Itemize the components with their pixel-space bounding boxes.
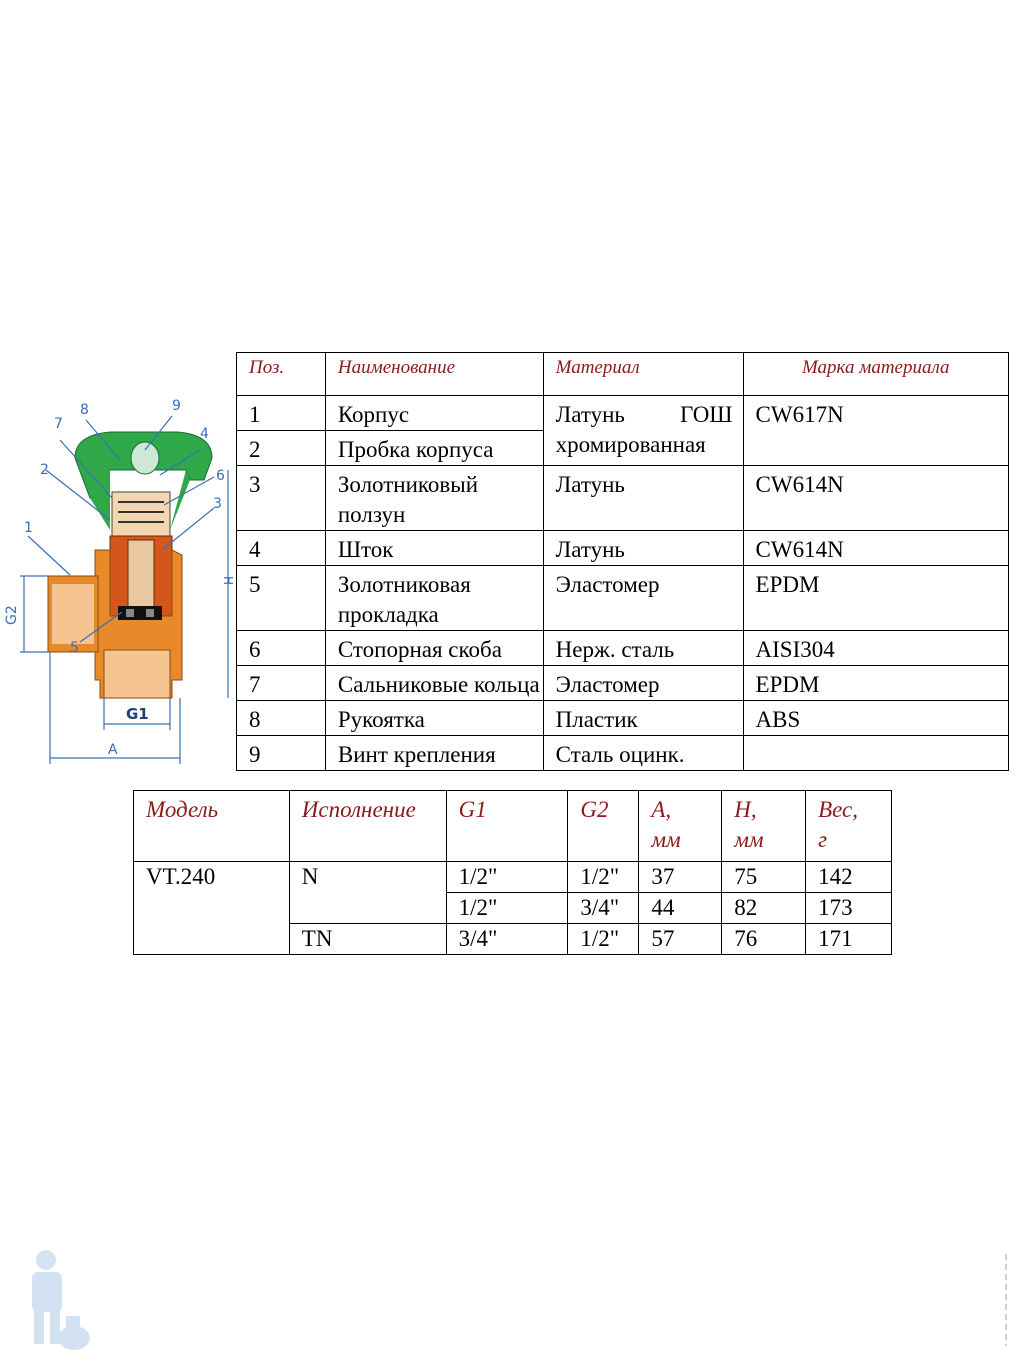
bottom-outlet <box>104 650 170 698</box>
callout-3: 3 <box>213 496 222 512</box>
callout-4: 4 <box>200 426 209 442</box>
cell-pos: 4 <box>237 531 326 566</box>
header-grade: Марка материала <box>743 353 1008 396</box>
header-pos: Поз. <box>237 353 326 396</box>
table-row <box>237 566 1009 631</box>
cell-pos: 8 <box>237 701 326 736</box>
cell-grade: CW614N <box>743 466 1008 531</box>
callout-8: 8 <box>80 402 89 418</box>
site-watermark <box>995 1250 1017 1350</box>
cell-g2: 3/4" <box>568 893 639 924</box>
callout-9: 9 <box>172 398 181 414</box>
cell-weight: 142 <box>806 862 892 893</box>
header-material: Материал <box>543 353 743 396</box>
cell-h: 75 <box>722 862 806 893</box>
material-brass: Латунь <box>555 402 625 427</box>
cell-variant: TN <box>289 924 446 955</box>
header-name: Наименование <box>325 353 543 396</box>
cell-material: Латунь <box>543 531 743 566</box>
callout-5: 5 <box>70 640 79 656</box>
cell-pos: 5 <box>237 566 326 631</box>
table-row <box>237 666 1009 701</box>
header-h: H, мм <box>722 791 806 862</box>
cell-name: Золотниковый ползун <box>325 466 543 531</box>
cell-name: Сальниковые кольца <box>325 666 543 701</box>
cell-a: 44 <box>639 893 722 924</box>
cell-name: Корпус <box>325 396 543 431</box>
cell-grade: EPDM <box>743 566 1008 631</box>
cell-h: 76 <box>722 924 806 955</box>
callout-7: 7 <box>54 416 63 432</box>
parts-table <box>236 352 1009 771</box>
bonnet <box>112 492 170 536</box>
cell-pos: 7 <box>237 666 326 701</box>
cell-a: 57 <box>639 924 722 955</box>
cell-grade-merged: CW617N <box>743 396 1008 466</box>
cell-pos: 2 <box>237 431 326 466</box>
models-table <box>133 790 892 955</box>
header-g1: G1 <box>446 791 568 862</box>
cell-material: Эластомер <box>543 666 743 701</box>
table-row <box>237 396 1009 431</box>
cell-pos: 1 <box>237 396 326 431</box>
parts-header-row <box>237 353 1009 396</box>
dim-h-label: H <box>221 576 235 586</box>
material-chrome: хромированная <box>555 432 706 457</box>
cell-g2: 1/2" <box>568 924 639 955</box>
header-variant: Исполнение <box>289 791 446 862</box>
cell-grade: ABS <box>743 701 1008 736</box>
material-gosh: ГОШ <box>679 402 733 427</box>
models-header-row <box>134 791 892 862</box>
cell-name: Рукоятка <box>325 701 543 736</box>
dim-g2-label: G2 <box>4 605 20 625</box>
cell-grade: EPDM <box>743 666 1008 701</box>
cell-g1: 1/2" <box>446 862 568 893</box>
cell-grade <box>743 736 1008 771</box>
valve-drawing <box>0 380 240 780</box>
dim-g1-label: G1 <box>126 705 149 723</box>
cell-material: Пластик <box>543 701 743 736</box>
table-row <box>237 466 1009 531</box>
cell-name: Стопорная скоба <box>325 631 543 666</box>
handle-cap <box>131 442 159 474</box>
cell-name: Пробка корпуса <box>325 431 543 466</box>
header-a: A, мм <box>639 791 722 862</box>
cell-weight: 171 <box>806 924 892 955</box>
cell-material-merged <box>543 396 743 466</box>
cell-variant: N <box>289 862 446 924</box>
cell-weight: 173 <box>806 893 892 924</box>
cell-pos: 6 <box>237 631 326 666</box>
cell-name: Золотниковая прокладка <box>325 566 543 631</box>
callout-1: 1 <box>24 520 33 536</box>
cell-pos: 9 <box>237 736 326 771</box>
cell-grade: CW614N <box>743 531 1008 566</box>
cell-name: Шток <box>325 531 543 566</box>
header-g2: G2 <box>568 791 639 862</box>
cell-g2: 1/2" <box>568 862 639 893</box>
cell-h: 82 <box>722 893 806 924</box>
cell-name: Винт крепления <box>325 736 543 771</box>
cell-a: 37 <box>639 862 722 893</box>
cell-g1: 3/4" <box>446 924 568 955</box>
cell-material: Латунь <box>543 466 743 531</box>
cell-g1: 1/2" <box>446 893 568 924</box>
header-model: Модель <box>134 791 290 862</box>
cell-pos: 3 <box>237 466 326 531</box>
callout-6: 6 <box>216 468 225 484</box>
table-row <box>134 862 892 893</box>
table-row <box>237 531 1009 566</box>
cell-material: Нерж. сталь <box>543 631 743 666</box>
table-row <box>237 631 1009 666</box>
header-weight: Вес, г <box>806 791 892 862</box>
gasket <box>118 606 162 620</box>
callout-2: 2 <box>40 462 49 478</box>
plumber-watermark-icon <box>8 1246 98 1356</box>
cell-grade: AISI304 <box>743 631 1008 666</box>
cell-material: Эластомер <box>543 566 743 631</box>
dim-a-label: A <box>108 742 118 758</box>
table-row <box>237 701 1009 736</box>
cell-model: VT.240 <box>134 862 290 955</box>
table-row <box>237 736 1009 771</box>
cell-material: Сталь оцинк. <box>543 736 743 771</box>
